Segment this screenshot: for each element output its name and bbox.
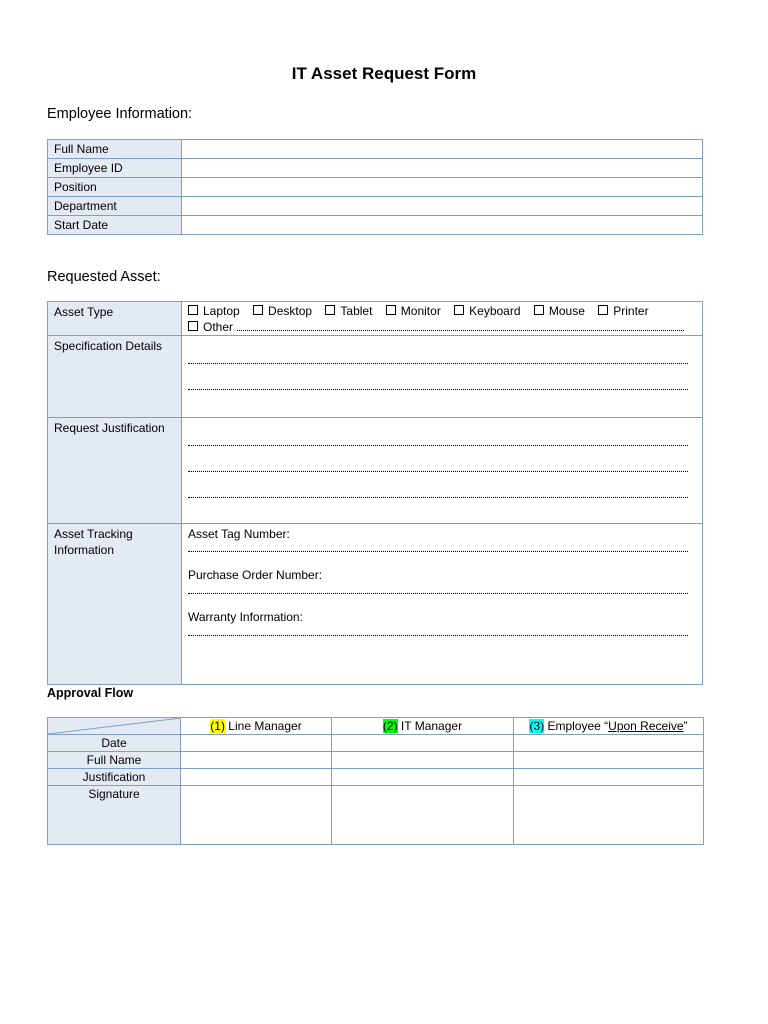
checkbox-label: Keyboard	[469, 304, 521, 318]
dotted-line	[188, 470, 688, 472]
checkbox-other[interactable]	[188, 320, 233, 334]
it-manager-header	[332, 718, 514, 735]
column-label: IT Manager	[397, 719, 463, 733]
employee-info-table	[47, 139, 703, 235]
department-label: Department	[48, 197, 182, 216]
table-row	[48, 718, 704, 735]
warranty-information-label: Warranty Information:	[188, 610, 303, 624]
diagonal-line	[48, 718, 181, 735]
checkbox-mouse[interactable]	[534, 304, 585, 318]
specification-details-field[interactable]	[182, 336, 703, 418]
approval-flow-heading: Approval Flow	[47, 686, 134, 700]
column-label: Line Manager	[224, 719, 302, 733]
justification-row-label: Justification	[48, 769, 181, 786]
asset-tracking-field[interactable]	[182, 524, 703, 685]
signature-row-label: Signature	[48, 786, 181, 845]
table-row	[48, 735, 704, 752]
checkbox-keyboard[interactable]	[454, 304, 520, 318]
checkbox-icon	[534, 305, 544, 315]
checkbox-icon	[454, 305, 464, 315]
asset-type-options	[182, 302, 703, 336]
asset-tag-number-label: Asset Tag Number:	[188, 527, 290, 541]
full-name-row-label: Full Name	[48, 752, 181, 769]
dotted-line	[188, 634, 688, 636]
start-date-label: Start Date	[48, 216, 182, 235]
table-row	[48, 159, 703, 178]
page-title: IT Asset Request Form	[291, 64, 477, 83]
corner-cell	[48, 718, 181, 735]
full-name-field[interactable]	[182, 140, 703, 159]
checkbox-label: Printer	[613, 304, 649, 318]
table-row	[48, 752, 704, 769]
specification-details-label: Specification Details	[48, 336, 182, 418]
line-manager-header	[181, 718, 332, 735]
asset-type-label: Asset Type	[48, 302, 182, 336]
employee-justification-cell[interactable]	[514, 769, 704, 786]
checkbox-label: Desktop	[268, 304, 313, 318]
department-field[interactable]	[182, 197, 703, 216]
checkbox-icon	[598, 305, 608, 315]
employee-header	[514, 718, 704, 735]
table-row	[48, 418, 703, 524]
line-manager-justification-cell[interactable]	[181, 769, 332, 786]
checkbox-desktop[interactable]	[253, 304, 312, 318]
column-label: Employee “	[544, 719, 609, 733]
step-number: (2)	[382, 719, 398, 733]
employee-date-cell[interactable]	[514, 735, 704, 752]
start-date-field[interactable]	[182, 216, 703, 235]
checkbox-label: Monitor	[400, 304, 441, 318]
full-name-label: Full Name	[48, 140, 182, 159]
table-row	[48, 769, 704, 786]
it-manager-date-cell[interactable]	[332, 735, 514, 752]
approval-flow-table	[47, 717, 704, 845]
it-manager-name-cell[interactable]	[332, 752, 514, 769]
checkbox-icon	[188, 321, 198, 331]
table-row	[48, 216, 703, 235]
dotted-line	[188, 444, 688, 446]
position-label: Position	[48, 178, 182, 197]
request-justification-field[interactable]	[182, 418, 703, 524]
checkbox-icon	[253, 305, 263, 315]
it-manager-signature-cell[interactable]	[332, 786, 514, 845]
employee-info-heading: Employee Information:	[47, 106, 193, 122]
dotted-line	[188, 592, 688, 594]
checkbox-laptop[interactable]	[188, 304, 240, 318]
step-number: (3)	[529, 719, 545, 733]
checkbox-label: Mouse	[548, 304, 585, 318]
table-row	[48, 140, 703, 159]
date-row-label: Date	[48, 735, 181, 752]
table-row	[48, 197, 703, 216]
requested-asset-table	[47, 301, 703, 685]
checkbox-monitor[interactable]	[386, 304, 441, 318]
checkbox-label: Tablet	[340, 304, 373, 318]
employee-name-cell[interactable]	[514, 752, 704, 769]
table-row	[48, 302, 703, 336]
employee-id-label: Employee ID	[48, 159, 182, 178]
other-input-line[interactable]	[237, 321, 684, 331]
checkbox-icon	[325, 305, 335, 315]
column-label-underlined: Upon Receive	[608, 719, 684, 733]
dotted-line	[188, 388, 688, 390]
checkbox-label: Laptop	[203, 304, 240, 318]
checkbox-printer[interactable]	[598, 304, 648, 318]
checkbox-tablet[interactable]	[325, 304, 372, 318]
line-manager-date-cell[interactable]	[181, 735, 332, 752]
purchase-order-number-label: Purchase Order Number:	[188, 568, 323, 582]
request-justification-label: Request Justification	[48, 418, 182, 524]
column-label-suffix: ”	[683, 719, 688, 733]
asset-tracking-label: Asset Tracking Information	[48, 524, 182, 685]
dotted-line	[188, 362, 688, 364]
line-manager-name-cell[interactable]	[181, 752, 332, 769]
line-manager-signature-cell[interactable]	[181, 786, 332, 845]
checkbox-icon	[188, 305, 198, 315]
employee-signature-cell[interactable]	[514, 786, 704, 845]
dotted-line	[188, 496, 688, 498]
table-row	[48, 786, 704, 845]
requested-asset-heading: Requested Asset:	[47, 269, 161, 285]
table-row	[48, 336, 703, 418]
dotted-line	[188, 550, 688, 552]
step-number: (1)	[210, 719, 225, 733]
position-field[interactable]	[182, 178, 703, 197]
table-row	[48, 524, 703, 685]
table-row	[48, 178, 703, 197]
checkbox-icon	[386, 305, 396, 315]
checkbox-label: Other	[203, 320, 234, 334]
it-manager-justification-cell[interactable]	[332, 769, 514, 786]
employee-id-field[interactable]	[182, 159, 703, 178]
